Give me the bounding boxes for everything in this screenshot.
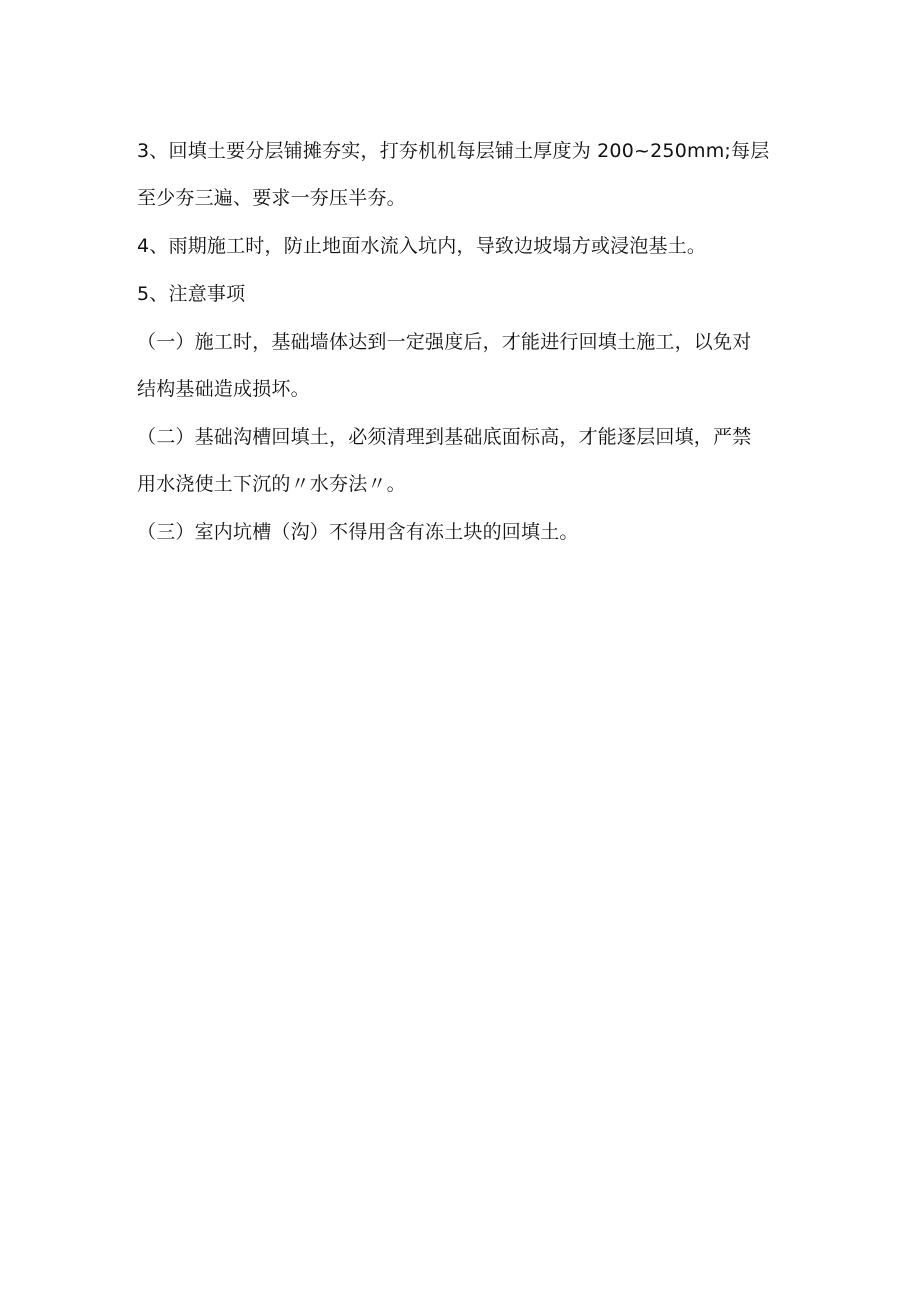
document-content — [137, 128, 787, 556]
note-1 — [137, 319, 787, 413]
paragraph-4-line-1: 4、雨期施工时，防止地面水流入坑内，导致边坡塌方或浸泡基土。 — [137, 235, 707, 257]
note-3 — [137, 509, 787, 556]
paragraph-3 — [137, 128, 787, 222]
note-1-line-2: 结构基础造成损坏。 — [137, 378, 310, 400]
paragraph-4 — [137, 223, 787, 270]
note-2-line-2: 用水浇使土下沉的〃水夯法〃。 — [137, 473, 406, 495]
paragraph-5-line-1: 5、注意事项 — [137, 283, 246, 305]
note-3-line-1: （三）室内坑槽（沟）不得用含有冻土块的回填土。 — [137, 521, 579, 543]
note-2 — [137, 414, 787, 508]
paragraph-3-line-1: 3、回填土要分层铺摊夯实，打夯机机每层铺土厚度为 200~250mm;每层 — [137, 140, 770, 162]
note-1-line-1: （一）施工时，基础墙体达到一定强度后，才能进行回填土施工，以免对 — [137, 331, 752, 353]
paragraph-3-line-2: 至少夯三遍、要求一夯压半夯。 — [137, 187, 406, 209]
paragraph-5-heading — [137, 271, 787, 318]
note-2-line-1: （二）基础沟槽回填土，必须清理到基础底面标高，才能逐层回填，严禁 — [137, 426, 752, 448]
